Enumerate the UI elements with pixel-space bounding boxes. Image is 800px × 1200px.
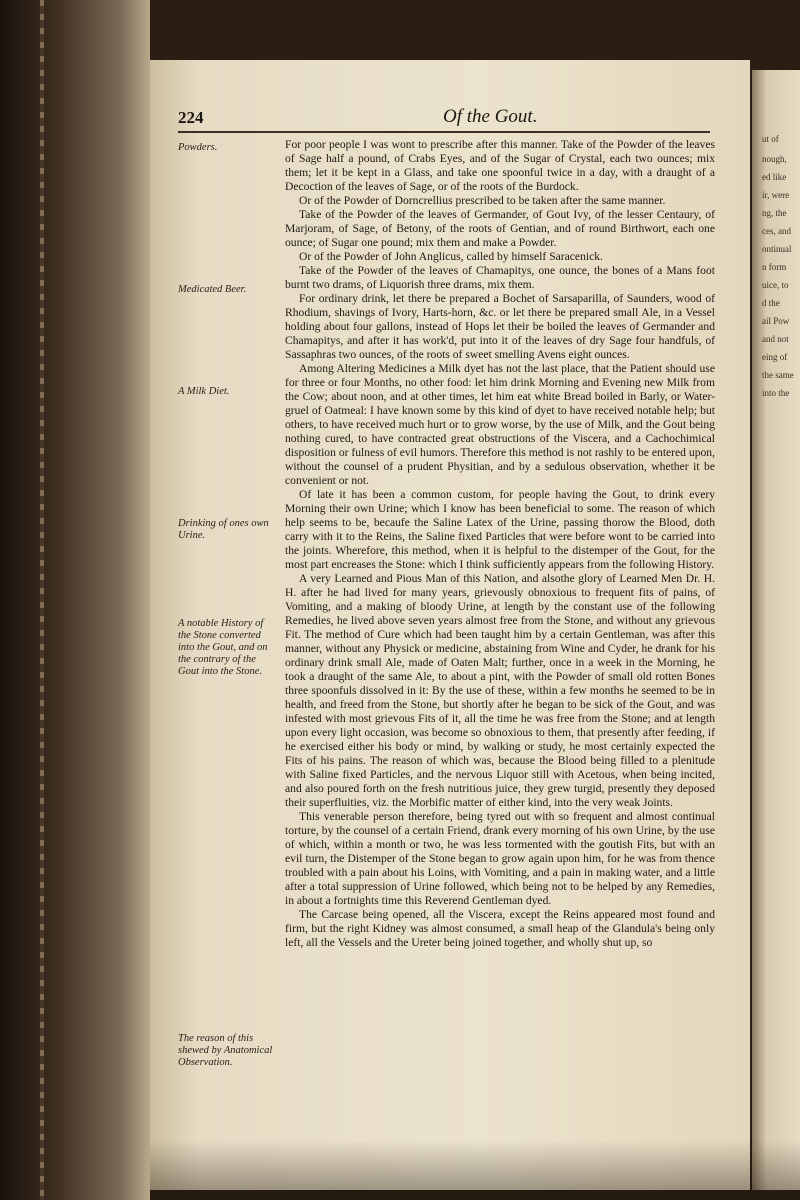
margin-note-medicated-beer: Medicated Beer.	[178, 284, 247, 295]
adjacent-fragment: ed like	[762, 172, 787, 182]
paragraph: Take of the Powder of the leaves of Chamapitys, one ounce, the bones of a Mans foot burnt two drams, of Liquorish three drams, mix them.	[285, 264, 715, 291]
margin-note-drinking-urine: Drinking of ones own Urine.	[178, 518, 269, 541]
margin-note-notable-history: A notable History of the Stone converted into the Gout, and on the contrary of the Gout into the Stone.	[178, 618, 268, 677]
page-header	[178, 108, 718, 132]
margin-note-powders: Powders.	[178, 142, 218, 153]
paragraph: The Carcase being opened, all the Viscera, except the Reins appeared most found and firm, but the right Kidney was almost consumed, a small heap of the Glandula's being only left, all the Vessels and the Ureter being joined together, and wholly shut up, so	[285, 908, 715, 949]
header-rule	[178, 131, 710, 133]
adjacent-fragment: ir, were	[762, 190, 790, 200]
adjacent-fragment: into the	[762, 388, 790, 398]
margin-note-anatomical-reason: The reason of this shewed by Anatomical Observation.	[178, 1033, 273, 1068]
adjacent-fragment: the same	[762, 370, 794, 380]
adjacent-page-edge	[752, 70, 800, 1190]
paragraph: Or of the Powder of John Anglicus, called by himself Saracenick.	[299, 250, 603, 263]
adjacent-fragment: nough,	[762, 154, 787, 164]
paragraph: This venerable person therefore, being tyred out with so frequent and almost continual torture, by the counsel of a certain Friend, drank every morning of his own Urine, by the use of which, within a month or two, he was less tormented with the goutish Fits, but with an evil turn, the Distemper of the Stone began to grow again upon him, for he was from thence troubled with a pain about his Loins, with Vomiting, and a pain in making water, and a little after a total suppression of Urine followed, which being not to be helped by any Remedies, in about a fortnights time this Reverend Gentleman dyed.	[285, 810, 715, 907]
paragraph: Of late it has been a common custom, for people having the Gout, to drink every Morning their own Urine; which I know has been beneficial to some. The reason of which help seems to be, becaufe the Saline Latex of the Urine, passing thorow the Blood, doth carry with it to the Reins, the Saline fixed Particles that were before wont to be carried into the joints. Wherefore, this method, when it is helpful to the distemper of the Gout, for the most part encreases the Stone: which I think sufficiently appears from the following History.	[285, 488, 715, 571]
book-binding	[0, 0, 150, 1200]
page-bottom-shadow	[150, 1140, 800, 1200]
adjacent-fragment: and not	[762, 334, 789, 344]
paragraph: For poor people I was wont to prescribe after this manner. Take of the Powder of the leaves of Sage half a pound, of Crabs Eyes, and of the Sugar of Crystal, each two ounces; mix them; let it be kept in a Glass, and take one spoonful twice in a day, with a draught of a Decoction of the leaves of Sage, or of the roots of the Burdock.	[285, 138, 715, 193]
paragraph: Or of the Powder of Dorncrellius prescribed to be taken after the same manner.	[299, 194, 666, 207]
adjacent-fragment: ail Pow	[762, 316, 790, 326]
paragraph: A very Learned and Pious Man of this Nation, and alsothe glory of Learned Men Dr. H. H. after he had lived for many years, grievously obnoxious to frequent fits of pains, of Vomiting, and a making of bloody Urine, at length by the constant use of the following Remedies, he lived above seven years almost free from the Stone, and without any grievous Fit. The method of Cure which had been taught him by a certain Gentleman, was after this manner, without any Physick or medicine, abstaining from Wine and Cyder, he drank for his ordinary drink small Ale, made of Oaten Malt; further, once in a week in the Morning, he took a draught of the same Ale, to about a pint, with the Powder of small old rotten Bones three spoonfuls dissolved in it: By the use of these, within a few months he seemed to be in health, and freed from the Stone, but shortly after he began to be sick of the Gout, and was infested with most grievous Fits of it, all the time he was free from the Stone; and at length upon every light occasion, was become so obnoxious to them, that presently after feeding, if he exercised either his body or mind, by walking or study, he most certainly expected the Fits of his pains. The reason of which was, because the Blood being filled to a plenitude with Saline fixed Particles, and the nervous Liquor still with Acetous, when being incited, and also poured forth on the fresh nutritious juice, they grew turgid, presently they deposed their superfluities, viz. the Morbific matter of either kind, into the very weak Joints.	[285, 572, 715, 809]
paragraph: For ordinary drink, let there be prepared a Bochet of Sarsaparilla, of Saunders, wood of Rhodium, shavings of Ivory, Harts-horn, &c. or let there be prepared small Ale, in a Vessel holding about four gallons, instead of Hops let their be boiled the leaves of Germander and Chamapitys, and after it has work'd, put into it of the leaves of dry Sage four handfuls, of Sassaphras two ounces, of the roots of sweet smelling Avens eight ounces.	[285, 292, 715, 361]
margin-note-milk-diet: A Milk Diet.	[178, 386, 230, 397]
adjacent-fragment: uice, to	[762, 280, 789, 290]
paragraph: Among Altering Medicines a Milk dyet has not the last place, that the Patient should use for three or four Months, no other food: let him drink Morning and Evening new Milk from the Cow; about noon, and at other times, let him eat white Bread boiled in Barly, or Water-gruel of Oatmeal: I have known some by this kind of dyet to have received notable help; but others, to have received much hurt or to grow worse, by the use of Milk, and the Gout being nothing cured, to have contracted great obstructions of the Viscera, and a Cachochimical disposition or fulness of evil humors. Therefore this method is not rashly to be entered upon, without the counsel of a prudent Physitian, and by a sedulous observation, whether it be convenient or not.	[285, 362, 715, 487]
adjacent-fragment: ces, and	[762, 226, 791, 236]
adjacent-fragment: ontinual	[762, 244, 792, 254]
adjacent-fragment: ut of	[762, 134, 779, 144]
paragraph: Take of the Powder of the leaves of Germander, of Gout Ivy, of the lesser Centaury, of Marjoram, of Sage, of Betony, of the roots of Gentian, and of round Birthwort, each one ounce; of Sugar one pound; mix them and make a Powder.	[285, 208, 715, 249]
adjacent-fragment: n form	[762, 262, 787, 272]
page-body	[285, 138, 715, 950]
adjacent-fragment: eing of	[762, 352, 788, 362]
adjacent-fragment: d the	[762, 298, 780, 308]
running-title: Of the Gout.	[443, 106, 538, 127]
page-number: 224	[178, 108, 204, 127]
adjacent-fragment: ng, the	[762, 208, 787, 218]
